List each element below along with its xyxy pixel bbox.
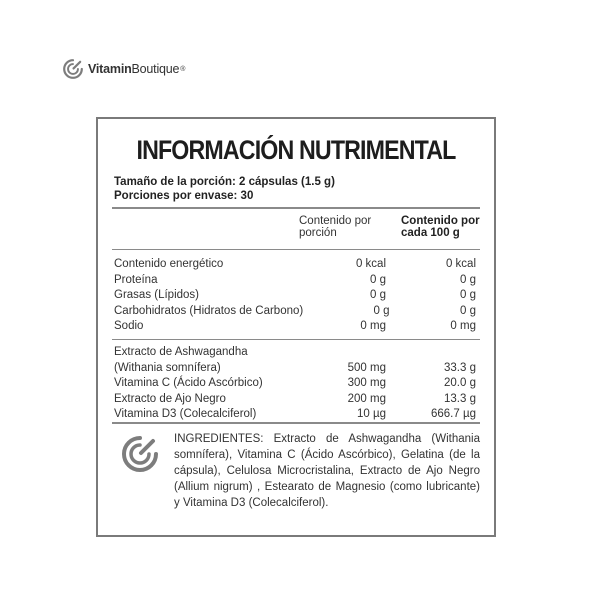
active-per-100g: 13.3 g: [444, 392, 476, 405]
table-row: [114, 376, 476, 392]
vitamin-boutique-logo-icon: [62, 58, 84, 80]
divider-actives: [112, 422, 480, 424]
col-header-per-serving: [299, 215, 371, 239]
nutrient-per-100g: 0 g: [460, 289, 476, 301]
brand-name-regular: Boutique: [131, 62, 180, 76]
nutrient-per-serving: 0 kcal: [355, 258, 386, 270]
active-label: (Withania somnífera): [114, 361, 221, 374]
actives-table: [114, 345, 476, 423]
table-row: [114, 361, 476, 377]
nutrient-label: Sodio: [114, 320, 144, 332]
active-per-serving: 500 mg: [347, 361, 386, 374]
divider-nutrients: [112, 339, 480, 340]
nutrient-per-100g: 0 g: [460, 304, 476, 317]
active-label: Vitamina C (Ácido Ascórbico): [114, 377, 263, 389]
active-per-serving: 300 mg: [347, 377, 386, 389]
servings-per-container: Porciones por envase: 30: [114, 190, 254, 202]
active-label: Vitamina D3 (Colecalciferol): [114, 408, 257, 420]
nutrient-label: Proteína: [114, 273, 158, 286]
nutrient-per-serving: 0 g: [373, 304, 390, 317]
divider-header: [112, 249, 480, 250]
active-per-serving: 200 mg: [347, 392, 386, 405]
registered-mark: ®: [180, 66, 186, 74]
nutrition-facts-panel: [96, 117, 496, 537]
panel-title: INFORMACIÓN NUTRIMENTAL: [136, 135, 456, 165]
table-row: [114, 288, 476, 304]
vitamin-boutique-logo-icon: [120, 434, 160, 474]
active-per-serving: 10 µg: [356, 408, 386, 420]
active-per-100g: 33.3 g: [444, 361, 476, 374]
col-header-per-serving-line1: Contenido por: [299, 215, 372, 227]
nutrient-label: Carbohidratos (Hidratos de Carbono): [114, 304, 304, 317]
table-row: [114, 257, 476, 273]
nutrient-per-100g: 0 kcal: [445, 258, 476, 270]
active-label: Extracto de Ajo Negro: [114, 392, 226, 405]
nutrient-label: Contenido energético: [114, 258, 224, 270]
nutrient-per-serving: 0 mg: [360, 320, 386, 332]
table-row: [114, 345, 476, 361]
brand-name: [88, 62, 185, 76]
table-row: [114, 407, 476, 423]
active-label: Extracto de Ashwagandha: [114, 346, 248, 358]
table-row: [114, 319, 476, 335]
table-row: [114, 392, 476, 408]
table-row: [114, 304, 476, 320]
ingredients-text: INGREDIENTES: Extracto de Ashwagandha (Withania somnífera), Vitamina C (Ácido Ascórbico), Gelatina (de la cápsula), Celulosa Microcristalina, Extracto de Ajo Negro (Allium nigrum) , Estearato de Magnesio (como lubricante) y Vitamina D3 (Colecalciferol).: [174, 433, 480, 509]
active-per-serving: [296, 345, 391, 361]
brand-name-bold: Vitamin: [88, 62, 132, 76]
active-per-100g: 666.7 µg: [431, 408, 476, 420]
nutrient-per-100g: 0 g: [460, 273, 476, 286]
serving-size: Tamaño de la porción: 2 cápsulas (1.5 g): [114, 176, 335, 188]
nutrients-table: [114, 257, 476, 335]
col-header-per-100g: [401, 215, 480, 239]
col-header-per-100g-line2: cada 100 g: [401, 227, 460, 239]
serving-info: [114, 175, 335, 203]
nutrient-per-serving: 0 g: [370, 289, 386, 301]
nutrient-per-100g: 0 mg: [450, 320, 476, 332]
table-row: [114, 273, 476, 289]
col-header-per-serving-line2: porción: [299, 227, 337, 239]
divider-serving: [112, 207, 480, 209]
col-header-per-100g-line1: Contenido por: [401, 215, 480, 227]
active-per-100g: [391, 345, 476, 361]
active-per-100g: 20.0 g: [444, 377, 476, 389]
nutrient-per-serving: 0 g: [370, 273, 386, 286]
brand-logo: [62, 58, 185, 80]
nutrient-label: Grasas (Lípidos): [114, 289, 200, 301]
